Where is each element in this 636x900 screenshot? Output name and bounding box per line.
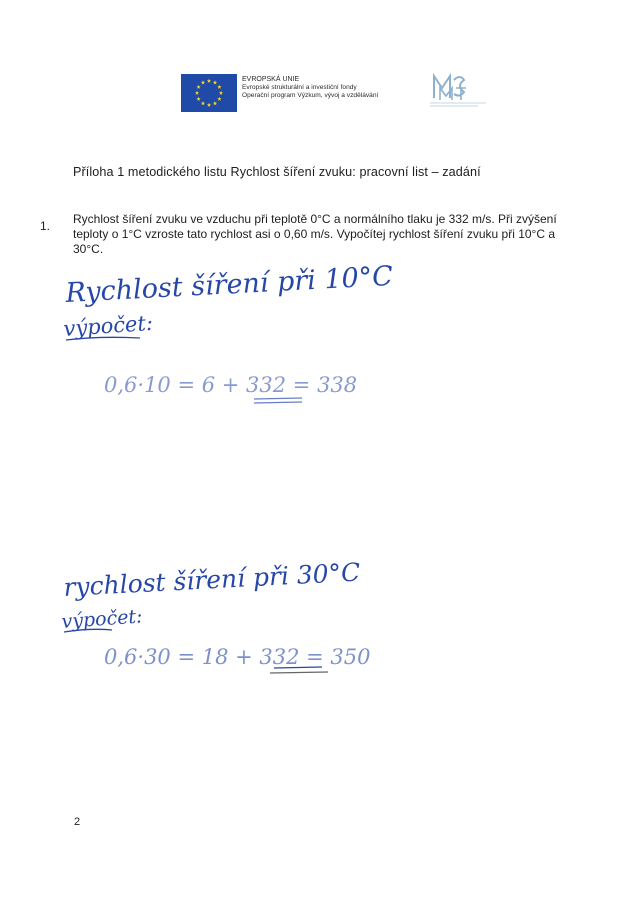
eu-logo-line: Operační program Výzkum, vývoj a vzdělávání (242, 92, 379, 100)
eu-logo-line: Evropské strukturální a investiční fondy (242, 84, 357, 92)
result-underline (254, 398, 302, 399)
handwritten-calculation-10: 0,6·10 = 6 + 332 = 338 (104, 373, 358, 397)
handwritten-heading-30: rychlost šíření při 30°C (62, 557, 361, 602)
handwritten-heading-10: Rychlost šíření při 10°C (64, 260, 394, 309)
handwritten-label-30: výpočet: (60, 605, 144, 633)
result-underline (254, 402, 302, 403)
task-text-line: 30°C. (73, 242, 104, 256)
page-number: 2 (74, 816, 81, 828)
task-text-line: teploty o 1°C vzroste tato rychlost asi o 0,60 m/s. Vypočítej rychlost šíření zvuku při 10°C a (73, 227, 556, 241)
handwritten-calculation-30: 0,6·30 = 18 + 332 = 350 (104, 645, 371, 669)
task-number: 1. (40, 219, 51, 233)
result-underline (270, 672, 328, 673)
task-text-line: Rychlost šíření zvuku ve vzduchu při teplotě 0°C a normálního tlaku je 332 m/s. Při zvýšení (73, 212, 557, 226)
eu-logo-line: EVROPSKÁ UNIE (242, 76, 300, 83)
handwritten-label-10: výpočet: (62, 310, 154, 341)
page-title: Příloha 1 metodického listu Rychlost šíření zvuku: pracovní list – zadání (73, 165, 481, 179)
